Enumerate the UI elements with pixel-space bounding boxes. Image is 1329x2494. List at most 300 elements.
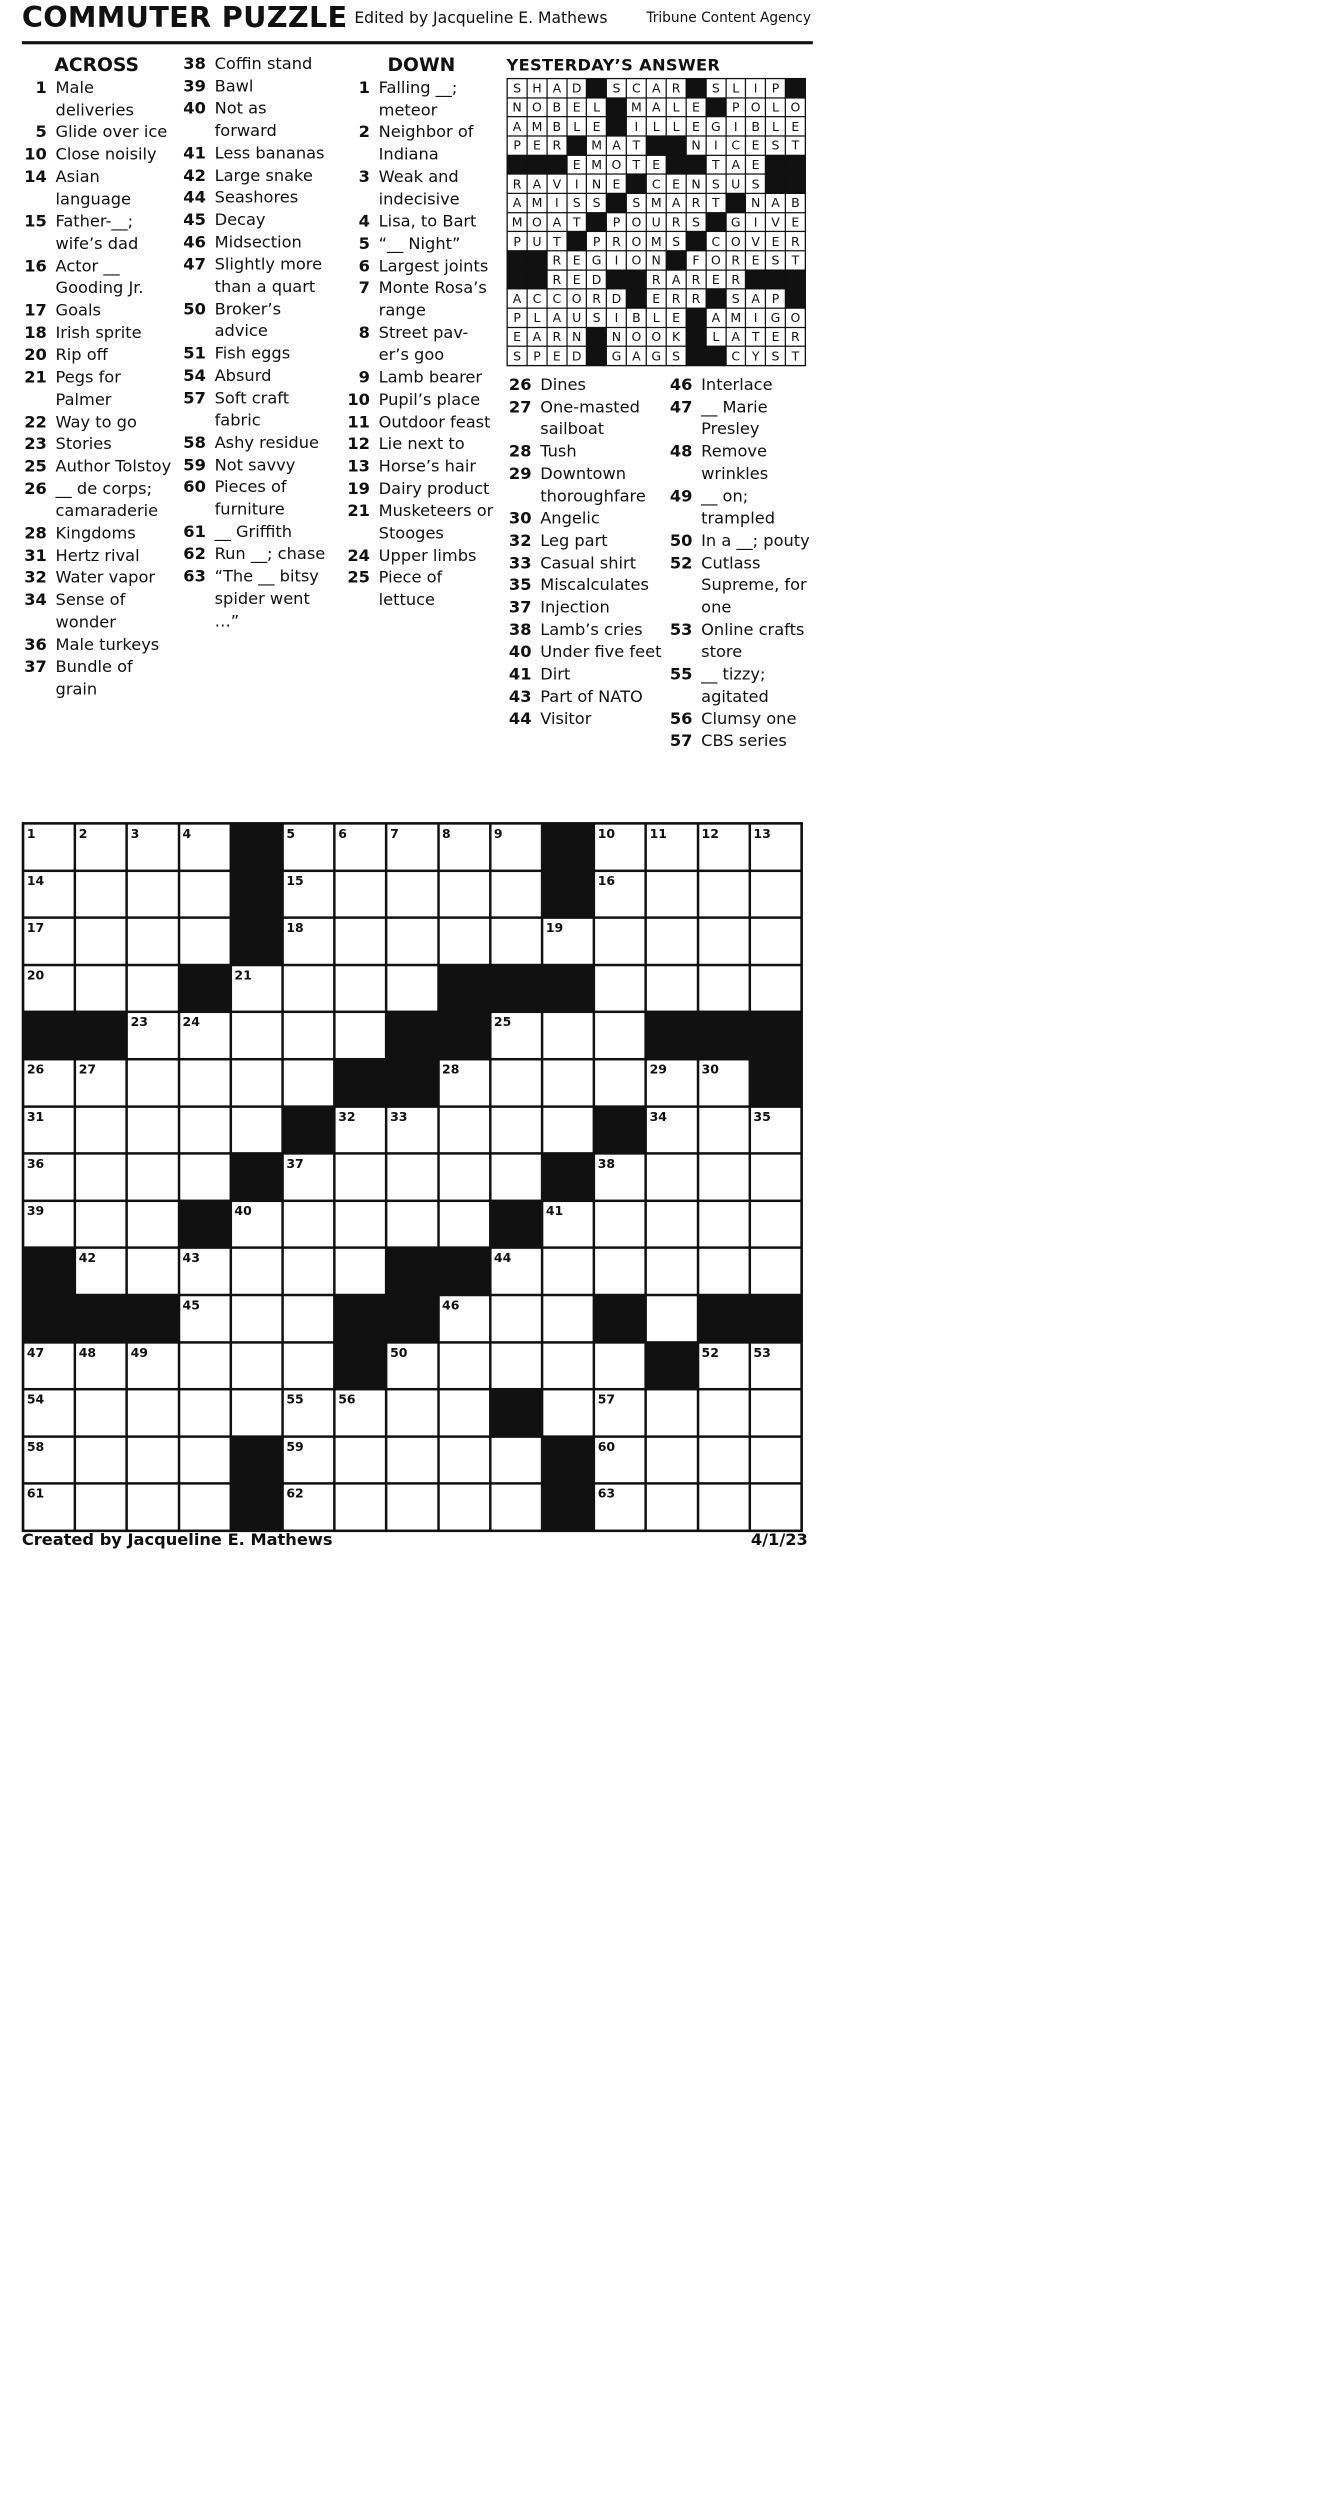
grid-cell[interactable]: [336, 1108, 385, 1153]
answer-letter: P: [508, 309, 527, 327]
grid-cell[interactable]: [440, 1108, 489, 1153]
answer-letter: E: [707, 271, 726, 289]
cell-number: 32: [338, 1108, 356, 1124]
clue-number: 25: [347, 568, 370, 588]
grid-cell[interactable]: [647, 919, 696, 964]
grid-cell[interactable]: [440, 872, 489, 917]
answer-letter: U: [528, 232, 547, 250]
grid-cell[interactable]: [491, 1438, 540, 1483]
grid-cell[interactable]: [284, 1391, 333, 1436]
grid-block: [440, 1013, 489, 1058]
grid-cell[interactable]: [232, 1108, 281, 1153]
grid-cell[interactable]: [336, 1202, 385, 1247]
grid-cell[interactable]: [440, 1155, 489, 1200]
grid-cell[interactable]: [595, 825, 644, 870]
grid-cell[interactable]: [491, 1249, 540, 1294]
clue-text: Stories: [55, 434, 112, 454]
grid-cell[interactable]: [180, 1249, 229, 1294]
grid-cell[interactable]: [595, 872, 644, 917]
grid-cell[interactable]: [491, 1155, 540, 1200]
grid-cell[interactable]: [24, 1485, 73, 1530]
clue-number: 56: [669, 709, 693, 729]
grid-cell[interactable]: [180, 1485, 229, 1530]
clue-text: Asian language: [55, 167, 132, 209]
grid-cell[interactable]: [180, 1391, 229, 1436]
grid-cell[interactable]: [128, 1202, 177, 1247]
grid-cell[interactable]: [76, 1485, 125, 1530]
grid-cell[interactable]: [24, 1343, 73, 1388]
grid-cell[interactable]: [180, 1343, 229, 1388]
clue-49: [667, 486, 810, 531]
grid-cell[interactable]: [595, 1249, 644, 1294]
grid-cell[interactable]: [699, 1485, 748, 1530]
grid-cell[interactable]: [284, 1343, 333, 1388]
grid-cell[interactable]: [24, 1438, 73, 1483]
grid-cell[interactable]: [595, 966, 644, 1011]
grid-cell[interactable]: [440, 1060, 489, 1105]
grid-cell[interactable]: [388, 1391, 437, 1436]
answer-letter: S: [508, 347, 527, 365]
grid-block: [595, 1296, 644, 1341]
grid-cell[interactable]: [543, 1296, 592, 1341]
grid-cell[interactable]: [128, 1438, 177, 1483]
grid-cell[interactable]: [76, 966, 125, 1011]
grid-cell[interactable]: [595, 919, 644, 964]
clue-13: [345, 456, 498, 478]
grid-cell[interactable]: [232, 1391, 281, 1436]
grid-cell[interactable]: [751, 872, 800, 917]
clue-text: Interlace: [701, 375, 773, 395]
clue-2: [345, 122, 498, 167]
grid-cell[interactable]: [284, 1060, 333, 1105]
clue-11: [345, 411, 498, 433]
grid-cell[interactable]: [699, 966, 748, 1011]
grid-cell[interactable]: [491, 1013, 540, 1058]
grid-cell[interactable]: [24, 1155, 73, 1200]
clue-text: Goals: [55, 301, 101, 321]
grid-cell[interactable]: [232, 1296, 281, 1341]
grid-cell[interactable]: [284, 966, 333, 1011]
answer-letter: T: [627, 156, 646, 174]
cell-number: 59: [286, 1438, 304, 1454]
grid-cell[interactable]: [440, 1485, 489, 1530]
clue-text: Downtown thoroughfare: [540, 464, 646, 506]
answer-letter: R: [667, 290, 686, 308]
clue-number: 36: [24, 635, 47, 655]
grid-cell[interactable]: [543, 1249, 592, 1294]
answer-letter: V: [746, 232, 765, 250]
grid-cell[interactable]: [76, 1438, 125, 1483]
clue-text: Pupil’s place: [378, 390, 481, 410]
grid-cell[interactable]: [180, 919, 229, 964]
grid-cell[interactable]: [595, 1060, 644, 1105]
grid-cell[interactable]: [336, 1013, 385, 1058]
grid-cell[interactable]: [180, 825, 229, 870]
clue-text: Angelic: [540, 509, 600, 528]
grid-cell[interactable]: [699, 825, 748, 870]
clue-45: [181, 210, 334, 232]
grid-cell[interactable]: [699, 1060, 748, 1105]
yesterday-answer-heading: YESTERDAY’S ANSWER: [506, 56, 721, 75]
clue-text: Large snake: [214, 166, 313, 185]
answer-block: [567, 137, 586, 155]
grid-cell[interactable]: [595, 1343, 644, 1388]
grid-cell[interactable]: [388, 1438, 437, 1483]
grid-cell[interactable]: [491, 1108, 540, 1153]
grid-cell[interactable]: [336, 919, 385, 964]
clue-text: Lamb bearer: [378, 368, 483, 387]
grid-cell[interactable]: [388, 1202, 437, 1247]
grid-cell[interactable]: [24, 1060, 73, 1105]
grid-cell[interactable]: [647, 1155, 696, 1200]
grid-block: [24, 1249, 73, 1294]
grid-cell[interactable]: [284, 1155, 333, 1200]
grid-cell[interactable]: [76, 872, 125, 917]
grid-cell[interactable]: [128, 1485, 177, 1530]
grid-cell[interactable]: [751, 1108, 800, 1153]
grid-cell[interactable]: [128, 919, 177, 964]
grid-cell[interactable]: [751, 1155, 800, 1200]
grid-cell[interactable]: [336, 1155, 385, 1200]
clue-text: Absurd: [214, 366, 272, 386]
grid-cell[interactable]: [595, 1438, 644, 1483]
clue-54: [181, 365, 334, 387]
answer-letter: R: [508, 175, 527, 193]
grid-cell[interactable]: [128, 966, 177, 1011]
grid-cell[interactable]: [284, 872, 333, 917]
grid-cell[interactable]: [699, 1249, 748, 1294]
cell-number: 50: [390, 1344, 408, 1360]
grid-cell[interactable]: [751, 919, 800, 964]
grid-block: [180, 966, 229, 1011]
cell-number: 11: [649, 825, 667, 841]
answer-letter: M: [528, 117, 547, 135]
grid-cell[interactable]: [76, 1202, 125, 1247]
grid-cell[interactable]: [647, 1108, 696, 1153]
grid-cell[interactable]: [699, 872, 748, 917]
grid-cell[interactable]: [180, 1296, 229, 1341]
grid-cell[interactable]: [232, 1060, 281, 1105]
grid-block: [180, 1202, 229, 1247]
answer-letter: S: [766, 251, 785, 269]
grid-cell[interactable]: [76, 919, 125, 964]
grid-cell[interactable]: [284, 1249, 333, 1294]
clue-text: One-masted sailboat: [540, 397, 640, 439]
clue-text: Not savvy: [214, 455, 296, 475]
grid-cell[interactable]: [388, 1343, 437, 1388]
cell-number: 36: [26, 1156, 45, 1171]
grid-cell[interactable]: [24, 1108, 73, 1153]
clue-53: [667, 619, 810, 664]
grid-cell[interactable]: [76, 1108, 125, 1153]
clue-number: 45: [183, 210, 206, 230]
clue-text: Musketeers or Stooges: [378, 501, 494, 543]
grid-cell[interactable]: [751, 966, 800, 1011]
answer-letter: E: [766, 328, 785, 346]
grid-cell[interactable]: [751, 1438, 800, 1483]
grid-cell[interactable]: [388, 966, 437, 1011]
grid-cell[interactable]: [76, 1391, 125, 1436]
grid-cell[interactable]: [543, 1391, 592, 1436]
answer-letter: U: [647, 213, 666, 231]
clue-5: [345, 233, 498, 255]
answer-letter: S: [667, 347, 686, 365]
answer-block: [587, 328, 606, 346]
answer-letter: R: [786, 232, 805, 250]
grid-cell[interactable]: [128, 1155, 177, 1200]
grid-cell[interactable]: [284, 1202, 333, 1247]
grid-cell[interactable]: [440, 1391, 489, 1436]
grid-cell[interactable]: [336, 1249, 385, 1294]
page-title: COMMUTER PUZZLE: [21, 0, 348, 34]
grid-cell[interactable]: [76, 1060, 125, 1105]
grid-cell[interactable]: [128, 1108, 177, 1153]
grid-cell[interactable]: [595, 1155, 644, 1200]
grid-cell[interactable]: [180, 872, 229, 917]
grid-cell[interactable]: [647, 1485, 696, 1530]
clue-30: [507, 508, 663, 530]
grid-cell[interactable]: [128, 1391, 177, 1436]
grid-cell[interactable]: [491, 1296, 540, 1341]
answer-letter: S: [766, 347, 785, 365]
grid-cell[interactable]: [699, 1438, 748, 1483]
grid-cell[interactable]: [543, 1013, 592, 1058]
grid-cell[interactable]: [647, 1060, 696, 1105]
answer-letter: S: [587, 194, 606, 212]
answer-letter: L: [726, 79, 745, 97]
answer-letter: O: [726, 232, 745, 250]
grid-cell[interactable]: [647, 1438, 696, 1483]
grid-cell[interactable]: [76, 825, 125, 870]
grid-cell[interactable]: [336, 966, 385, 1011]
grid-cell[interactable]: [232, 1013, 281, 1058]
grid-cell[interactable]: [543, 1202, 592, 1247]
clue-text: __ de corps; camaraderie: [55, 479, 159, 521]
answer-letter: M: [726, 309, 745, 327]
grid-cell[interactable]: [128, 1013, 177, 1058]
grid-cell[interactable]: [440, 1343, 489, 1388]
grid-cell[interactable]: [543, 1060, 592, 1105]
grid-cell[interactable]: [699, 1155, 748, 1200]
grid-cell[interactable]: [284, 1438, 333, 1483]
clue-text: Bundle of grain: [55, 657, 133, 699]
cell-number: 45: [182, 1297, 200, 1313]
answer-letter: A: [508, 290, 527, 308]
answer-letter: N: [607, 328, 626, 346]
clue-number: 37: [24, 657, 47, 677]
grid-cell[interactable]: [751, 1485, 800, 1530]
grid-cell[interactable]: [284, 1485, 333, 1530]
clue-text: Irish sprite: [55, 323, 142, 343]
answer-letter: P: [726, 98, 745, 116]
grid-cell[interactable]: [595, 1202, 644, 1247]
clue-21: [345, 501, 498, 546]
grid-cell[interactable]: [336, 1391, 385, 1436]
cell-number: 12: [701, 825, 719, 841]
answer-block: [687, 328, 706, 346]
answer-letter: A: [726, 156, 745, 174]
grid-cell[interactable]: [232, 1343, 281, 1388]
answer-letter: L: [667, 117, 686, 135]
answer-letter: O: [627, 213, 646, 231]
grid-cell[interactable]: [128, 1249, 177, 1294]
grid-cell[interactable]: [388, 1485, 437, 1530]
clue-number: 44: [183, 188, 206, 208]
grid-cell[interactable]: [647, 1391, 696, 1436]
grid-cell[interactable]: [699, 1343, 748, 1388]
grid-cell[interactable]: [336, 825, 385, 870]
grid-cell[interactable]: [647, 872, 696, 917]
grid-cell[interactable]: [647, 1249, 696, 1294]
grid-cell[interactable]: [24, 825, 73, 870]
clue-18: [22, 322, 172, 344]
grid-cell[interactable]: [180, 1013, 229, 1058]
clue-58: [181, 432, 334, 454]
grid-cell[interactable]: [699, 1108, 748, 1153]
grid-cell[interactable]: [491, 872, 540, 917]
grid-cell[interactable]: [232, 1202, 281, 1247]
grid-cell[interactable]: [336, 872, 385, 917]
answer-block: [687, 232, 706, 250]
grid-cell[interactable]: [76, 1343, 125, 1388]
clue-25: [345, 567, 498, 612]
clue-number: 25: [24, 457, 47, 476]
cell-number: 4: [182, 825, 192, 841]
grid-cell[interactable]: [24, 966, 73, 1011]
grid-cell[interactable]: [24, 1391, 73, 1436]
grid-cell[interactable]: [128, 1060, 177, 1105]
grid-cell[interactable]: [595, 1485, 644, 1530]
clue-52: [667, 552, 810, 619]
grid-cell[interactable]: [491, 1060, 540, 1105]
grid-cell[interactable]: [336, 1438, 385, 1483]
grid-block: [543, 825, 592, 870]
grid-cell[interactable]: [24, 919, 73, 964]
clue-24: [345, 545, 498, 567]
clue-text: Weak and indecisive: [378, 167, 460, 209]
clue-text: Outdoor feast: [378, 412, 491, 432]
answer-letter: A: [667, 271, 686, 289]
grid-cell[interactable]: [388, 1108, 437, 1153]
grid-cell[interactable]: [491, 825, 540, 870]
answer-letter: D: [567, 79, 586, 97]
grid-cell[interactable]: [180, 1438, 229, 1483]
grid-cell[interactable]: [440, 1296, 489, 1341]
clue-14: [22, 166, 172, 211]
clue-number: 40: [183, 99, 206, 119]
grid-cell[interactable]: [751, 1249, 800, 1294]
clue-number: 43: [508, 687, 532, 707]
grid-cell[interactable]: [180, 1060, 229, 1105]
grid-cell[interactable]: [76, 1249, 125, 1294]
grid-cell[interactable]: [284, 1013, 333, 1058]
answer-letter: L: [766, 98, 785, 116]
grid-cell[interactable]: [751, 1343, 800, 1388]
grid-cell[interactable]: [284, 1296, 333, 1341]
answer-letter: T: [627, 137, 646, 155]
answer-letter: M: [647, 232, 666, 250]
answer-letter: S: [508, 79, 527, 97]
grid-cell[interactable]: [751, 825, 800, 870]
grid-cell[interactable]: [388, 1155, 437, 1200]
grid-cell[interactable]: [543, 1343, 592, 1388]
grid-cell[interactable]: [543, 1108, 592, 1153]
clue-number: 29: [508, 464, 532, 484]
clue-text: Seashores: [214, 188, 299, 208]
grid-block: [491, 1391, 540, 1436]
yesterday-answer-grid: [507, 78, 806, 366]
grid-cell[interactable]: [491, 919, 540, 964]
grid-cell[interactable]: [647, 1202, 696, 1247]
grid-cell[interactable]: [180, 1108, 229, 1153]
grid-cell[interactable]: [24, 872, 73, 917]
grid-cell[interactable]: [647, 1296, 696, 1341]
clue-number: 12: [347, 434, 370, 454]
answer-letter: G: [647, 347, 666, 365]
grid-block: [232, 872, 281, 917]
grid-cell[interactable]: [128, 872, 177, 917]
cell-number: 56: [338, 1391, 356, 1407]
grid-cell[interactable]: [699, 1391, 748, 1436]
grid-cell[interactable]: [76, 1155, 125, 1200]
clue-number: 47: [183, 255, 206, 275]
grid-cell[interactable]: [440, 825, 489, 870]
grid-cell[interactable]: [647, 825, 696, 870]
grid-cell[interactable]: [180, 1155, 229, 1200]
grid-cell[interactable]: [491, 1343, 540, 1388]
grid-cell[interactable]: [440, 1202, 489, 1247]
clue-33: [507, 552, 663, 574]
grid-cell[interactable]: [128, 1343, 177, 1388]
grid-cell[interactable]: [751, 1202, 800, 1247]
grid-cell[interactable]: [388, 825, 437, 870]
grid-cell[interactable]: [699, 1202, 748, 1247]
grid-cell[interactable]: [24, 1202, 73, 1247]
grid-cell[interactable]: [440, 919, 489, 964]
grid-cell[interactable]: [284, 919, 333, 964]
grid-cell[interactable]: [128, 825, 177, 870]
answer-letter: R: [726, 251, 745, 269]
grid-block: [595, 1108, 644, 1153]
grid-cell[interactable]: [284, 825, 333, 870]
clue-number: 5: [358, 234, 370, 254]
grid-cell[interactable]: [388, 919, 437, 964]
answer-letter: R: [587, 290, 606, 308]
cell-number: 49: [130, 1344, 148, 1360]
answer-letter: S: [746, 175, 765, 193]
answer-letter: R: [647, 271, 666, 289]
grid-cell[interactable]: [440, 1438, 489, 1483]
answer-letter: G: [766, 309, 785, 327]
grid-cell[interactable]: [595, 1391, 644, 1436]
grid-cell[interactable]: [232, 966, 281, 1011]
grid-cell[interactable]: [595, 1013, 644, 1058]
grid-cell[interactable]: [647, 966, 696, 1011]
grid-cell[interactable]: [699, 919, 748, 964]
answer-block: [587, 347, 606, 365]
answer-letter: L: [667, 98, 686, 116]
grid-cell[interactable]: [491, 1485, 540, 1530]
grid-cell[interactable]: [232, 1249, 281, 1294]
grid-cell[interactable]: [388, 872, 437, 917]
grid-cell[interactable]: [336, 1485, 385, 1530]
clue-number: 52: [669, 553, 693, 573]
answer-block: [627, 271, 646, 289]
clue-number: 1: [35, 78, 47, 98]
grid-cell[interactable]: [543, 919, 592, 964]
cell-number: 53: [753, 1344, 771, 1360]
grid-cell[interactable]: [751, 1391, 800, 1436]
